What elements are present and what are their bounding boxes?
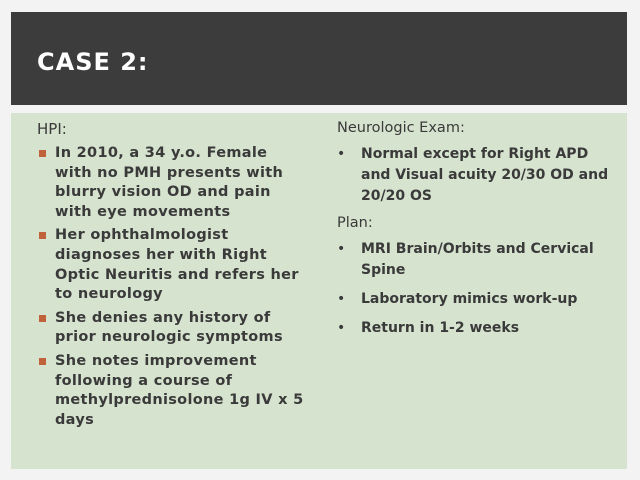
exam-label: Neurologic Exam:: [337, 120, 465, 136]
dot-bullet-icon: •: [337, 241, 346, 257]
title-bar: [11, 12, 627, 105]
hpi-item: [37, 352, 307, 430]
hpi-item-text: Her ophthalmologist diagnoses her with Right Optic Neuritis and refers her to neurology: [55, 227, 299, 303]
dot-bullet-icon: •: [337, 146, 346, 162]
hpi-item-text: She notes improvement following a course of methylprednisolone 1g IV x 5 days: [55, 352, 304, 428]
hpi-item-text: In 2010, a 34 y.o. Female with no PMH presents with blurry vision OD and pain with eye movements: [55, 145, 284, 220]
exam-item: [337, 144, 622, 207]
hpi-item: [37, 309, 307, 348]
slide-title: CASE 2:: [37, 48, 149, 76]
plan-item-text: MRI Brain/Orbits and Cervical Spine: [361, 241, 594, 278]
plan-item-text: Laboratory mimics work-up: [361, 291, 578, 307]
dot-bullet-icon: •: [337, 320, 346, 336]
hpi-label: HPI:: [37, 120, 67, 138]
plan-item-text: Return in 1-2 weeks: [361, 320, 520, 336]
plan-item: [337, 318, 622, 339]
hpi-item: [37, 226, 307, 304]
exam-plan-column: [337, 120, 622, 347]
square-bullet-icon: [39, 358, 46, 365]
hpi-item-text: She denies any history of prior neurologic symptoms: [55, 309, 283, 346]
square-bullet-icon: [39, 232, 46, 239]
hpi-list: [37, 144, 307, 430]
plan-item: [337, 239, 622, 281]
plan-label: Plan:: [337, 215, 373, 231]
hpi-column: [37, 120, 307, 434]
square-bullet-icon: [39, 315, 46, 322]
plan-item: [337, 289, 622, 310]
content-panel: [11, 113, 627, 469]
plan-list: [337, 239, 622, 339]
dot-bullet-icon: •: [337, 291, 346, 307]
square-bullet-icon: [39, 150, 46, 157]
hpi-item: [37, 144, 307, 222]
exam-item-text: Normal except for Right APD and Visual acuity 20/30 OD and 20/20 OS: [361, 146, 609, 204]
exam-list: [337, 144, 622, 207]
